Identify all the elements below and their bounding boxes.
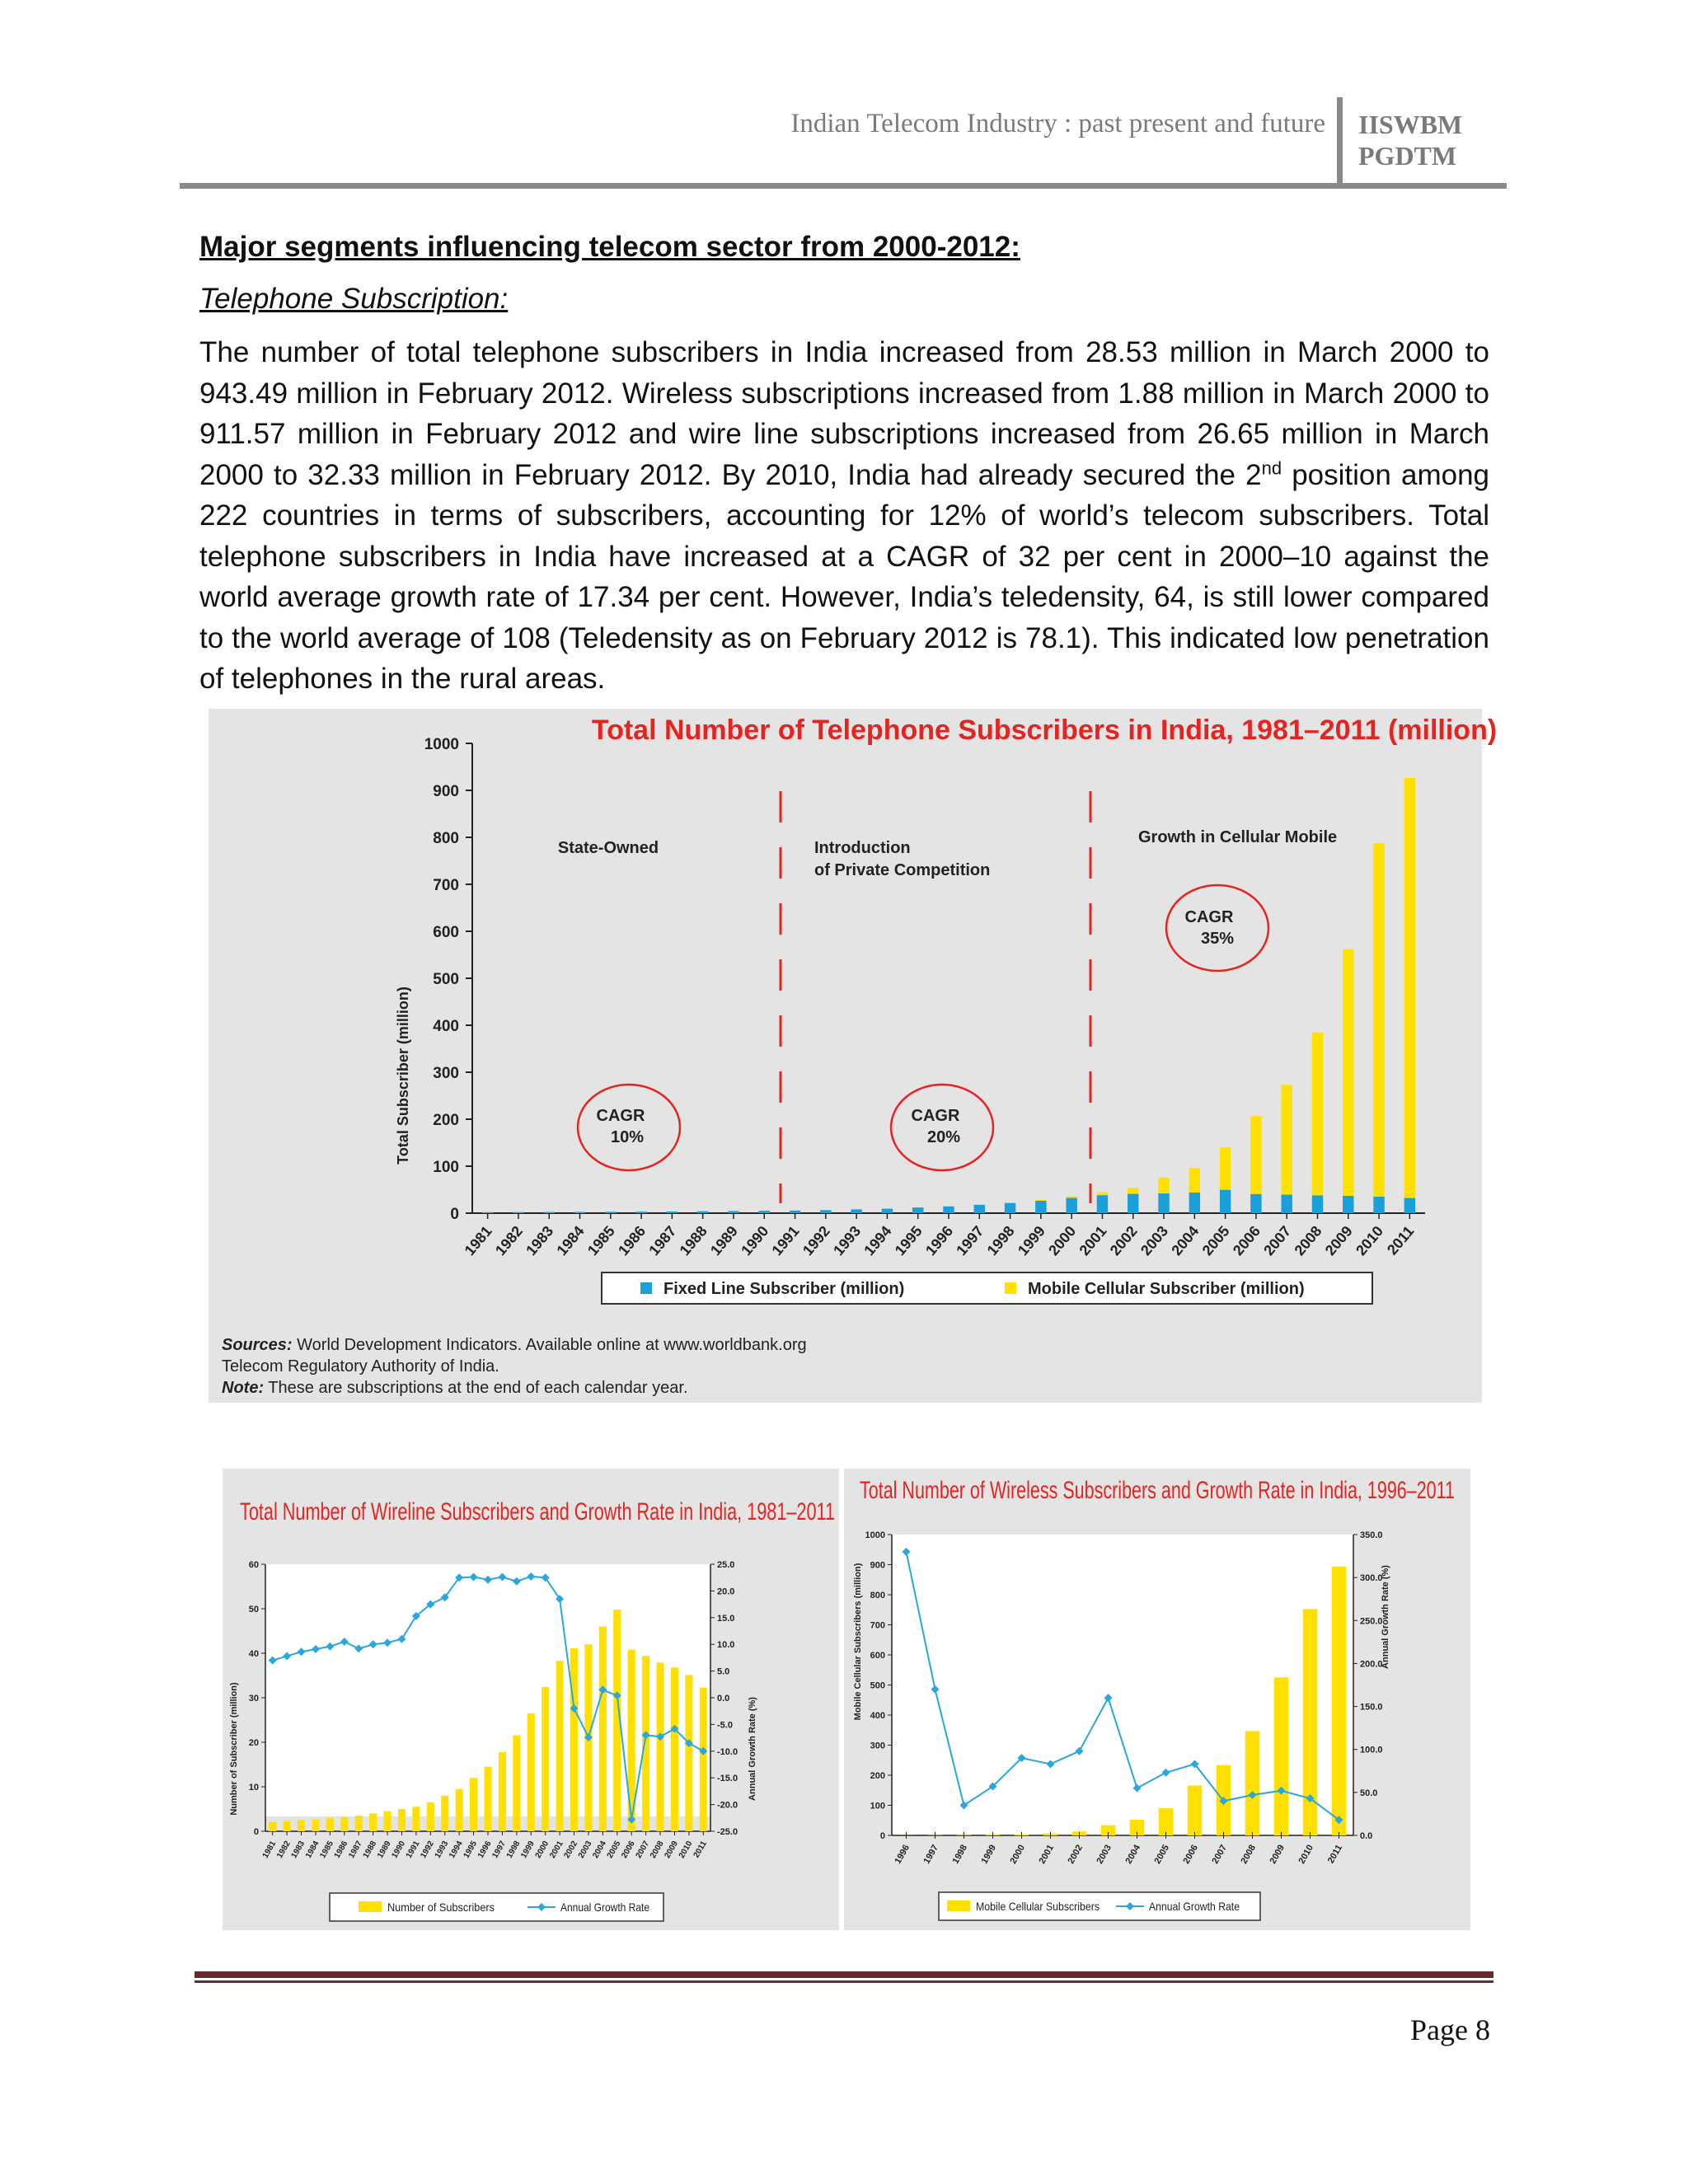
chart-wireless-panel: [844, 1469, 1470, 1930]
chart1-bar-fixed: [1404, 1198, 1415, 1213]
chart1-x-tick-label: 1997: [953, 1222, 987, 1259]
chart3-x-tick-label: 2011: [1325, 1843, 1345, 1866]
chart3-y2-tick-label: 100.0: [1360, 1745, 1383, 1755]
chart2-bar: [412, 1807, 420, 1831]
chart2-x-tick-label: 1991: [404, 1840, 422, 1860]
chart3-y-tick-label: 900: [870, 1560, 885, 1571]
chart1-y-tick-label: 500: [433, 971, 459, 988]
chart2-x-tick-label: 1997: [490, 1840, 509, 1860]
cagr-value: 35%: [1200, 930, 1235, 948]
chart3-x-tick-label: 1996: [893, 1843, 912, 1866]
chart1-x-tick-label: 1993: [830, 1222, 865, 1259]
chart1-x-tick-label: 2009: [1321, 1222, 1356, 1259]
chart3-x-tick-label: 2005: [1152, 1843, 1172, 1866]
chart2-y2-tick-label: 0.0: [717, 1694, 730, 1704]
chart1-bar-fixed: [820, 1210, 831, 1213]
chart2-x-tick-label: 1986: [332, 1840, 350, 1860]
chart1-legend: [602, 1272, 1372, 1304]
chart1-x-tick-label: 1985: [584, 1222, 618, 1259]
chart3-bar: [1274, 1677, 1289, 1835]
chart2-x-tick-label: 2009: [663, 1840, 681, 1860]
chart1-bar-mobile: [1128, 1188, 1138, 1193]
chart1-bar-fixed: [851, 1209, 861, 1213]
chart1-x-tick-label: 1983: [523, 1222, 557, 1259]
chart1-cagr-35: [1166, 885, 1268, 971]
chart1-x-tick-label: 1992: [799, 1222, 833, 1259]
chart2-x-tick-label: 1985: [318, 1840, 335, 1860]
sources-label: Sources:: [222, 1336, 293, 1354]
chart1-x-tick-label: 1999: [1014, 1222, 1048, 1259]
chart1-cagr-10: [578, 1085, 680, 1170]
chart1-bar-fixed: [1066, 1198, 1076, 1213]
chart3-y2-tick-label: 250.0: [1360, 1616, 1383, 1627]
chart2-bar: [642, 1656, 649, 1831]
chart3-x-tick-label: 2008: [1239, 1843, 1259, 1866]
chart3-bar: [1159, 1808, 1174, 1835]
chart1-title: Total Number of Telephone Subscribers in India, 1981–2011 (million): [591, 715, 1498, 746]
chart2-x-tick-label: 2006: [620, 1840, 637, 1860]
chart2-x-tick-label: 2000: [533, 1840, 551, 1860]
header-rule: [180, 183, 1507, 189]
chart-wireless: [844, 1469, 1470, 1930]
chart1-x-tick-label: 1981: [461, 1222, 495, 1259]
chart3-y-tick-label: 800: [870, 1591, 885, 1601]
chart3-x-tick-label: 1998: [950, 1843, 970, 1866]
chart1-bar-fixed: [513, 1212, 523, 1213]
chart2-x-tick-label: 1992: [419, 1840, 436, 1860]
cagr-label: CAGR: [911, 1107, 960, 1125]
chart2-y-tick-label: 60: [248, 1560, 259, 1570]
footer-rule-thin: [195, 1980, 1493, 1983]
chart3-y-tick-label: 400: [870, 1711, 885, 1721]
chart3-x-tick-label: 2006: [1181, 1843, 1201, 1866]
chart2-bar: [269, 1822, 276, 1831]
chart-total-subscribers: [209, 709, 1498, 1403]
chart1-bar-fixed: [1005, 1203, 1015, 1213]
chart1-bar-fixed: [1373, 1197, 1384, 1213]
page-header: [180, 97, 1507, 188]
chart1-x-tick-label: 1994: [860, 1222, 895, 1259]
chart2-x-tick-label: 2002: [562, 1840, 580, 1860]
chart3-y-tick-label: 0: [879, 1831, 885, 1841]
chart2-y-tick-label: 10: [248, 1783, 259, 1793]
chart2-x-tick-label: 2003: [576, 1840, 594, 1860]
chart1-bar-mobile: [1097, 1193, 1108, 1196]
chart1-x-tick-label: 1990: [738, 1222, 772, 1259]
chart1-bar-fixed: [912, 1207, 923, 1213]
chart1-bar-fixed: [605, 1212, 616, 1213]
chart3-y-tick-label: 200: [870, 1771, 885, 1781]
chart1-x-tick-label: 2006: [1229, 1222, 1264, 1259]
chart2-x-tick-label: 1982: [275, 1840, 293, 1860]
chart2-y2-tick-label: -25.0: [717, 1827, 738, 1837]
cagr-value: 10%: [610, 1128, 645, 1146]
chart2-y2-tick-label: 25.0: [717, 1560, 735, 1570]
svg-text:Note: These are subscriptions: [222, 1379, 688, 1397]
chart2-y2-tick-label: 15.0: [717, 1613, 735, 1624]
chart1-y-tick-label: 900: [433, 783, 459, 800]
chart3-y-tick-label: 700: [870, 1620, 885, 1631]
chart1-bar-mobile: [974, 1204, 985, 1205]
chart3-x-tick-label: 2001: [1037, 1843, 1057, 1866]
chart2-bar: [298, 1821, 305, 1832]
chart1-bar-fixed: [1312, 1195, 1323, 1213]
chart1-bar-fixed: [667, 1212, 678, 1213]
chart2-x-tick-label: 2008: [648, 1840, 666, 1860]
legend-label-subscribers: Number of Subscribers: [387, 1900, 495, 1914]
chart3-y2-tick-label: 300.0: [1360, 1573, 1383, 1584]
chart2-bar: [685, 1675, 692, 1831]
chart1-y-tick-label: 1000: [424, 736, 459, 753]
chart2-bar: [542, 1687, 549, 1831]
header-divider: [1337, 97, 1343, 184]
section-title: Major segments influencing telecom sector from 2000-2012:: [199, 231, 1020, 263]
chart1-y-tick-label: 700: [433, 877, 459, 894]
chart1-y-tick-label: 0: [450, 1206, 459, 1223]
chart2-y2-tick-label: 5.0: [717, 1666, 730, 1677]
chart1-bar-fixed: [1128, 1194, 1138, 1213]
chart1-bar-fixed: [1189, 1193, 1200, 1213]
chart2-bar: [340, 1817, 348, 1831]
chart3-x-tick-label: 2004: [1123, 1843, 1143, 1866]
chart2-bar: [441, 1796, 448, 1831]
chart3-legend: [939, 1892, 1260, 1920]
chart2-x-tick-label: 1995: [462, 1840, 480, 1860]
chart2-bar: [456, 1789, 463, 1831]
chart2-y-tick-label: 30: [248, 1694, 259, 1704]
chart2-bar: [671, 1667, 678, 1831]
chart2-y2-tick-label: -5.0: [717, 1720, 733, 1731]
header-org-line1: IISWBM: [1358, 110, 1463, 139]
chart2-title: Total Number of Wireline Subscribers and Growth Rate in India, 1981–2011: [240, 1498, 835, 1526]
chart1-x-tick-label: 1982: [491, 1222, 526, 1259]
chart2-x-tick-label: 1984: [303, 1840, 321, 1860]
chart2-x-tick-label: 1996: [476, 1840, 494, 1860]
chart1-bar-fixed: [1281, 1195, 1292, 1213]
legend-label-growth: Annual Growth Rate: [560, 1900, 650, 1914]
note-label: Note:: [222, 1379, 265, 1397]
chart2-x-tick-label: 1999: [519, 1840, 537, 1860]
chart2-legend: [330, 1893, 663, 1921]
chart1-x-tick-label: 1995: [891, 1222, 926, 1259]
chart2-bar: [657, 1662, 664, 1831]
chart2-bar: [528, 1713, 535, 1831]
header-org: [1358, 109, 1462, 171]
chart2-ylabel: Number of Subscriber (million): [229, 1682, 239, 1816]
chart1-annot-state-owned: State-Owned: [557, 839, 659, 857]
legend-swatch-mobile: [1005, 1282, 1016, 1294]
chart2-x-tick-label: 2004: [591, 1840, 608, 1860]
chart1-bar-mobile: [1343, 949, 1353, 1196]
chart1-bar-fixed: [1250, 1194, 1261, 1213]
chart1-y-tick-label: 400: [433, 1018, 459, 1035]
chart2-y2-tick-label: 10.0: [717, 1640, 735, 1651]
chart1-cagr-20: [891, 1085, 993, 1170]
chart1-x-tick-label: 2005: [1198, 1222, 1233, 1259]
chart2-bar: [284, 1821, 291, 1831]
chart1-bar-mobile: [1404, 778, 1415, 1198]
chart1-y-tick-label: 200: [433, 1112, 459, 1129]
chart2-bar: [355, 1816, 363, 1831]
chart1-x-tick-label: 1989: [706, 1222, 742, 1259]
chart3-bar: [1245, 1731, 1260, 1835]
chart2-x-tick-label: 2001: [548, 1840, 565, 1860]
chart2-bar: [484, 1767, 491, 1831]
chart3-x-tick-label: 1997: [921, 1843, 941, 1866]
chart1-bar-fixed: [728, 1211, 738, 1213]
chart-wireline: [223, 1469, 839, 1930]
chart2-y2label: Annual Growth Rate (%): [748, 1697, 757, 1801]
chart2-bar: [700, 1688, 707, 1831]
chart3-ylabel: Mobile Cellular Subscribers (million): [853, 1563, 863, 1721]
chart3-y2-tick-label: 0.0: [1360, 1831, 1373, 1841]
chart1-x-tick-label: 2000: [1045, 1222, 1080, 1259]
chart2-bar: [427, 1802, 434, 1831]
chart3-x-tick-label: 2010: [1296, 1843, 1316, 1866]
chart3-y2-tick-label: 150.0: [1360, 1702, 1383, 1713]
chart1-bar-fixed: [1097, 1195, 1108, 1213]
header-title: Indian Telecom Industry : past present and future: [790, 109, 1325, 138]
chart2-x-tick-label: 2007: [634, 1840, 652, 1860]
chart2-bar: [570, 1648, 578, 1831]
chart2-bar: [384, 1811, 392, 1831]
chart-wireline-panel: [223, 1469, 839, 1930]
chart1-annot-cellular: Growth in Cellular Mobile: [1138, 828, 1338, 846]
chart3-y-tick-label: 100: [870, 1801, 885, 1811]
cagr-value: 20%: [926, 1128, 961, 1146]
chart1-x-tick-label: 2002: [1106, 1222, 1141, 1259]
paragraph-part1: The number of total telephone subscribers in India increased from 28.53 million in March 2000 to 943.49 million in February 2012. Wireless subscriptions increased from 1.88 million in March 2000 to 911.57 million in February 2012 and wire line subscriptions increased from 26.65 million in March 2000 to 32.33 million in February 2012. By 2010, India had already secured the 2: [199, 336, 1489, 491]
chart1-annot-private: of Private Competition: [814, 861, 991, 879]
chart1-bar-mobile: [1250, 1116, 1261, 1194]
chart1-bar-fixed: [1035, 1201, 1046, 1213]
chart2-x-tick-label: 1993: [433, 1840, 451, 1860]
chart1-x-tick-label: 2003: [1137, 1222, 1172, 1259]
chart1-bar-fixed: [1158, 1193, 1169, 1213]
chart1-x-tick-label: 2007: [1260, 1222, 1295, 1259]
legend-swatch-mobile-subs: [947, 1900, 970, 1911]
paragraph-part2: position among 222 countries in terms of subscribers, accounting for 12% of world’s telecom subscribers. Total telephone subscribers in India have increased at a CAGR of 32 per cent in 2000–10 against the world average growth rate of 17.34 per cent. However, India’s teledensity, 64, is still lower compared to the world average of 108 (Teledensity as on February 2012 is 78.1). This indicated low penetration of telephones in the rural areas.: [199, 458, 1489, 695]
subsection-title: Telephone Subscription:: [199, 283, 509, 315]
chart1-bar-mobile: [1189, 1168, 1200, 1193]
chart1-bar-fixed: [790, 1211, 800, 1213]
chart1-bar-mobile: [1158, 1178, 1169, 1193]
chart2-x-tick-label: 1987: [347, 1840, 364, 1860]
chart3-y-tick-label: 1000: [865, 1530, 885, 1540]
chart1-bar-mobile: [1035, 1200, 1046, 1201]
chart2-x-tick-label: 1990: [390, 1840, 408, 1860]
footer-rule: [195, 1971, 1493, 1978]
chart2-y-tick-label: 20: [248, 1738, 259, 1748]
chart1-y-tick-label: 600: [433, 924, 459, 941]
chart1-bar-mobile: [1066, 1196, 1076, 1197]
chart3-x-tick-label: 2009: [1268, 1843, 1287, 1866]
chart1-y-tick-label: 800: [433, 830, 459, 847]
chart1-bar-fixed: [974, 1205, 985, 1213]
paragraph-sup: nd: [1261, 457, 1282, 478]
chart1-bar-mobile: [1373, 843, 1384, 1197]
chart1-bar-mobile: [1281, 1085, 1292, 1194]
chart2-x-tick-label: 1994: [448, 1840, 465, 1860]
chart1-y-tick-label: 300: [433, 1065, 459, 1082]
chart2-bar: [599, 1627, 607, 1831]
chart1-x-tick-label: 2011: [1383, 1222, 1418, 1258]
chart1-x-tick-label: 1998: [983, 1222, 1018, 1259]
chart2-x-tick-label: 1981: [260, 1840, 279, 1860]
chart1-annot-introduction: Introduction: [814, 839, 911, 857]
chart1-x-tick-label: 2010: [1353, 1222, 1387, 1259]
page-number: Page 8: [1410, 2013, 1490, 2046]
chart2-y2-tick-label: -10.0: [717, 1746, 738, 1757]
chart2-y-tick-label: 0: [253, 1827, 259, 1837]
chart2-x-tick-label: 2010: [677, 1840, 695, 1860]
chart1-bar-fixed: [882, 1209, 893, 1213]
chart1-bar-fixed: [697, 1212, 708, 1213]
chart3-x-tick-label: 2000: [1008, 1843, 1028, 1866]
chart3-bar: [1332, 1567, 1347, 1835]
chart3-y2-tick-label: 350.0: [1360, 1530, 1383, 1540]
chart3-x-tick-label: 1999: [979, 1843, 999, 1866]
chart1-x-tick-label: 1987: [645, 1222, 680, 1259]
chart2-y2-tick-label: 20.0: [717, 1586, 735, 1597]
chart1-y-tick-label: 100: [433, 1159, 459, 1176]
chart2-bar: [470, 1778, 477, 1831]
chart2-bar: [326, 1818, 334, 1831]
chart2-x-tick-label: 1983: [289, 1840, 307, 1860]
chart1-bar-mobile: [1312, 1033, 1323, 1196]
chart1-bar-fixed: [943, 1207, 954, 1213]
chart2-x-tick-label: 1989: [376, 1840, 393, 1860]
body-paragraph: [199, 332, 1489, 700]
chart3-y2-tick-label: 200.0: [1360, 1659, 1383, 1670]
chart1-x-tick-label: 1986: [615, 1222, 649, 1259]
legend-label-growth3: Annual Growth Rate: [1149, 1900, 1240, 1913]
chart3-bar: [1188, 1785, 1203, 1835]
chart2-bar: [499, 1752, 506, 1831]
chart3-x-tick-label: 2007: [1210, 1843, 1230, 1866]
chart2-x-tick-label: 2005: [605, 1840, 623, 1860]
chart2-y-tick-label: 40: [248, 1649, 259, 1659]
chart1-bar-fixed: [574, 1212, 585, 1213]
legend-label-fixed: Fixed Line Subscriber (million): [663, 1280, 905, 1298]
header-org-line2: PGDTM: [1358, 141, 1457, 171]
chart1-x-tick-label: 1996: [922, 1222, 957, 1259]
chart2-x-tick-label: 1998: [504, 1840, 523, 1860]
legend-label-mobile-subs: Mobile Cellular Subscribers: [976, 1900, 1100, 1913]
chart1-bar-mobile: [1005, 1202, 1015, 1203]
legend-label-mobile: Mobile Cellular Subscriber (million): [1028, 1280, 1305, 1298]
chart1-bar-fixed: [1220, 1190, 1231, 1213]
legend-swatch-subscribers: [359, 1901, 382, 1912]
chart2-y2-tick-label: -20.0: [717, 1800, 738, 1811]
chart2-x-tick-label: 1988: [361, 1840, 379, 1860]
chart1-sources: [222, 1336, 807, 1397]
chart1-x-tick-label: 2001: [1076, 1222, 1110, 1259]
chart1-bar-mobile: [1220, 1147, 1231, 1189]
chart3-y-tick-label: 500: [870, 1680, 885, 1691]
chart3-y2-tick-label: 50.0: [1360, 1788, 1378, 1798]
chart1-bar-fixed: [635, 1212, 646, 1213]
chart3-y2label: Annual Growth Rate (%): [1381, 1565, 1390, 1669]
chart2-bar: [369, 1813, 377, 1831]
cagr-label: CAGR: [596, 1107, 645, 1125]
chart1-bar-fixed: [544, 1212, 555, 1213]
chart3-title: Total Number of Wireless Subscribers and Growth Rate in India, 1996–2011: [860, 1477, 1455, 1504]
chart2-x-tick-label: 2011: [692, 1840, 709, 1860]
chart1-x-tick-label: 2004: [1168, 1222, 1203, 1259]
cagr-label: CAGR: [1184, 908, 1234, 926]
chart2-bar: [513, 1735, 520, 1831]
note-text: These are subscriptions at the end of each calendar year.: [264, 1379, 688, 1397]
chart3-x-tick-label: 2003: [1095, 1843, 1114, 1866]
chart1-x-tick-label: 1988: [676, 1222, 710, 1259]
chart3-y-tick-label: 600: [870, 1651, 885, 1661]
chart2-y2-tick-label: -15.0: [717, 1774, 738, 1784]
chart2-y-tick-label: 50: [248, 1605, 259, 1615]
chart1-x-tick-label: 1991: [768, 1222, 803, 1259]
chart3-x-tick-label: 2002: [1066, 1843, 1085, 1866]
chart1-ylabel: Total Subscriber (million): [395, 987, 411, 1165]
sources-line1: World Development Indicators. Available online at www.worldbank.org: [292, 1336, 807, 1354]
svg-text:Sources: World Development Ind: [222, 1336, 807, 1354]
chart-total-subscribers-panel: [209, 709, 1498, 1403]
chart2-bar: [556, 1661, 564, 1831]
chart1-x-tick-label: 1984: [553, 1222, 588, 1259]
chart1-bar-fixed: [1343, 1196, 1353, 1213]
sources-line2: Telecom Regulatory Authority of India.: [222, 1357, 499, 1376]
chart1-x-tick-label: 2008: [1291, 1222, 1325, 1259]
chart2-bar: [398, 1809, 406, 1831]
chart1-bar-fixed: [482, 1212, 493, 1213]
chart3-y-tick-label: 300: [870, 1741, 885, 1751]
legend-swatch-fixed: [640, 1282, 652, 1294]
chart1-bar-fixed: [759, 1211, 770, 1213]
chart2-bar: [312, 1819, 319, 1831]
